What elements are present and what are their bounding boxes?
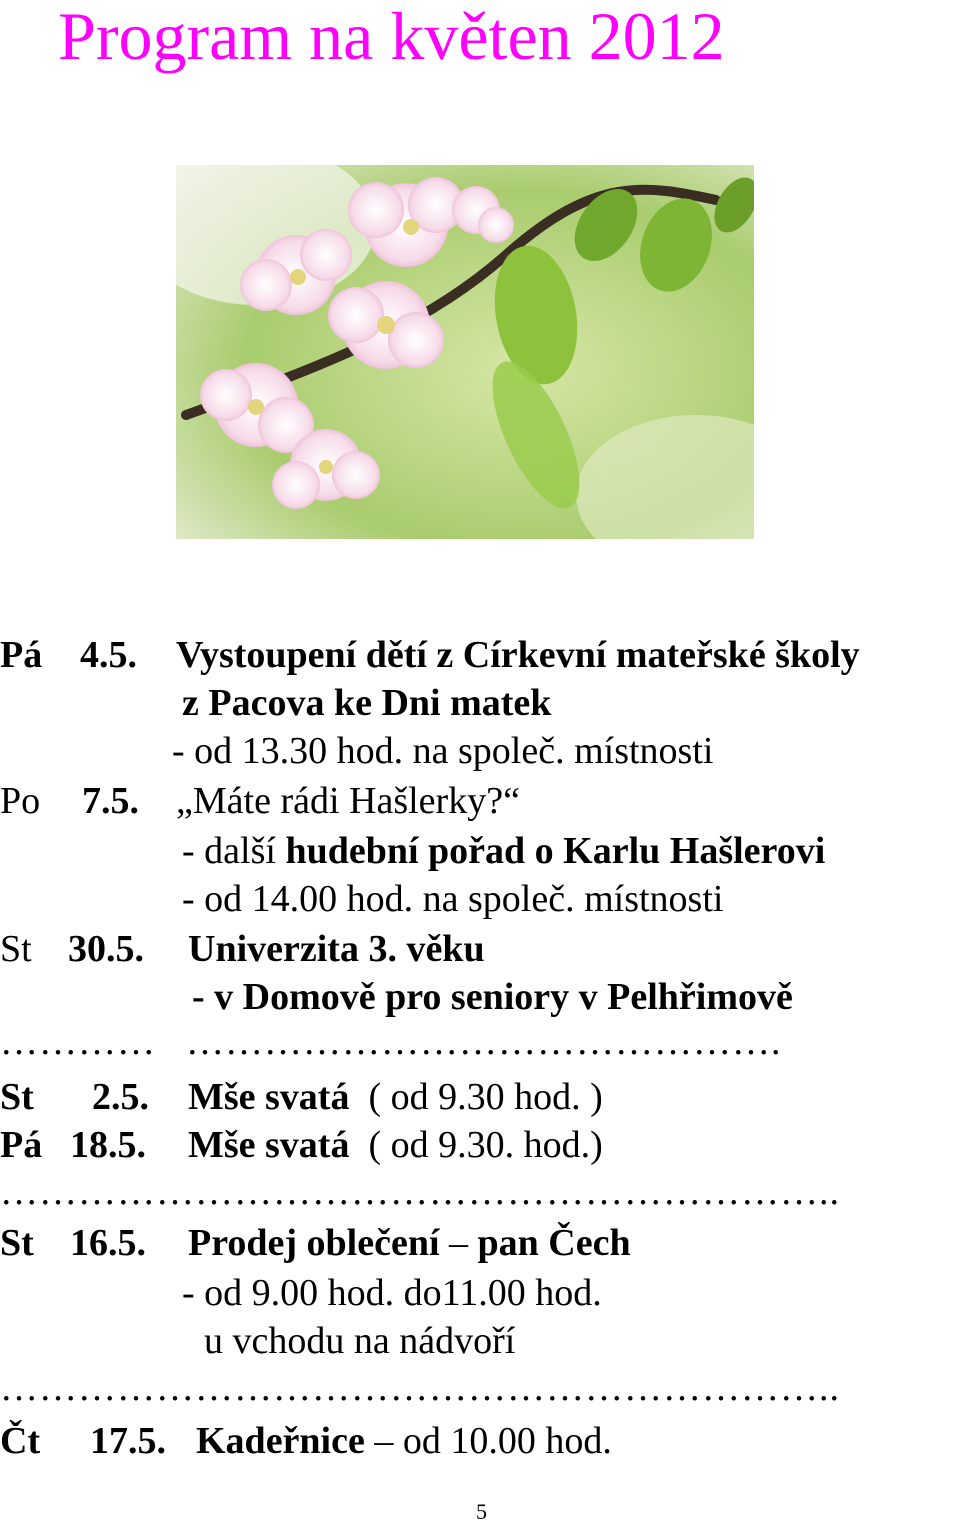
event-6-day: St (0, 1222, 34, 1264)
event-4-date: 2.5. (92, 1076, 149, 1118)
separator-2: ……………………………………………………….. (0, 1171, 840, 1213)
event-6-dash: – (449, 1222, 469, 1264)
event-6-title-line (188, 1220, 631, 1266)
separator-3: ……………………………………………………….. (0, 1367, 840, 1409)
event-2-line3: - od 14.00 hod. na společ. místnosti (182, 878, 724, 920)
event-5-title-line (188, 1122, 603, 1168)
event-6-title2: pan Čech (477, 1222, 631, 1264)
event-7-title: Kadeřnice (196, 1420, 365, 1462)
apple-blossom-photo (176, 165, 754, 539)
event-1-title: Vystoupení dětí z Církevní mateřské školy (176, 634, 860, 676)
page-title: Program na květen 2012 (58, 0, 725, 74)
blossom-illustration (176, 165, 754, 539)
event-5-day: Pá (0, 1124, 43, 1166)
event-1-day: Pá (0, 634, 43, 676)
event-4-title: Mše svatá (188, 1076, 350, 1118)
event-6-date: 16.5. (70, 1222, 146, 1264)
event-2-line2 (182, 828, 825, 874)
event-1-date: 4.5. (80, 634, 137, 676)
event-5-time: ( od 9.30. hod.) (368, 1124, 603, 1166)
event-4-day: St (0, 1076, 34, 1118)
event-2-title: „Máte rádi Hašlerky?“ (176, 780, 520, 822)
event-6-line3: u vchodu na nádvoří (204, 1320, 516, 1362)
event-1-line3: - od 13.30 hod. na společ. místnosti (172, 730, 714, 772)
event-4-time: ( od 9.30 hod. ) (368, 1076, 603, 1118)
event-6-title: Prodej oblečení (188, 1222, 440, 1264)
event-3-line2: - v Domově pro seniory v Pelhřimově (192, 976, 793, 1018)
separator-1a: ………… (0, 1021, 156, 1063)
event-2-line2-bold: hudební pořad o Karlu Hašlerovi (285, 830, 826, 872)
event-3-date: 30.5. (68, 928, 144, 970)
event-4-title-line (188, 1074, 603, 1120)
event-2-date: 7.5. (82, 780, 139, 822)
separator-1b: ………………………………………. (186, 1021, 782, 1063)
event-7-rest: – od 10.00 hod. (374, 1420, 612, 1462)
event-3-title: Univerzita 3. věku (188, 928, 485, 970)
event-2-line2-prefix: - další (182, 830, 276, 872)
page-number: 5 (476, 1499, 487, 1524)
event-6-line2: - od 9.00 hod. do11.00 hod. (182, 1272, 602, 1314)
event-7-date: 17.5. (90, 1420, 166, 1462)
event-2-day: Po (0, 780, 41, 822)
event-5-title: Mše svatá (188, 1124, 350, 1166)
event-7-day: Čt (0, 1420, 41, 1462)
event-5-date: 18.5. (70, 1124, 146, 1166)
event-3-day: St (0, 928, 32, 970)
event-7-title-line (196, 1418, 612, 1464)
event-1-line2: z Pacova ke Dni matek (182, 682, 552, 724)
